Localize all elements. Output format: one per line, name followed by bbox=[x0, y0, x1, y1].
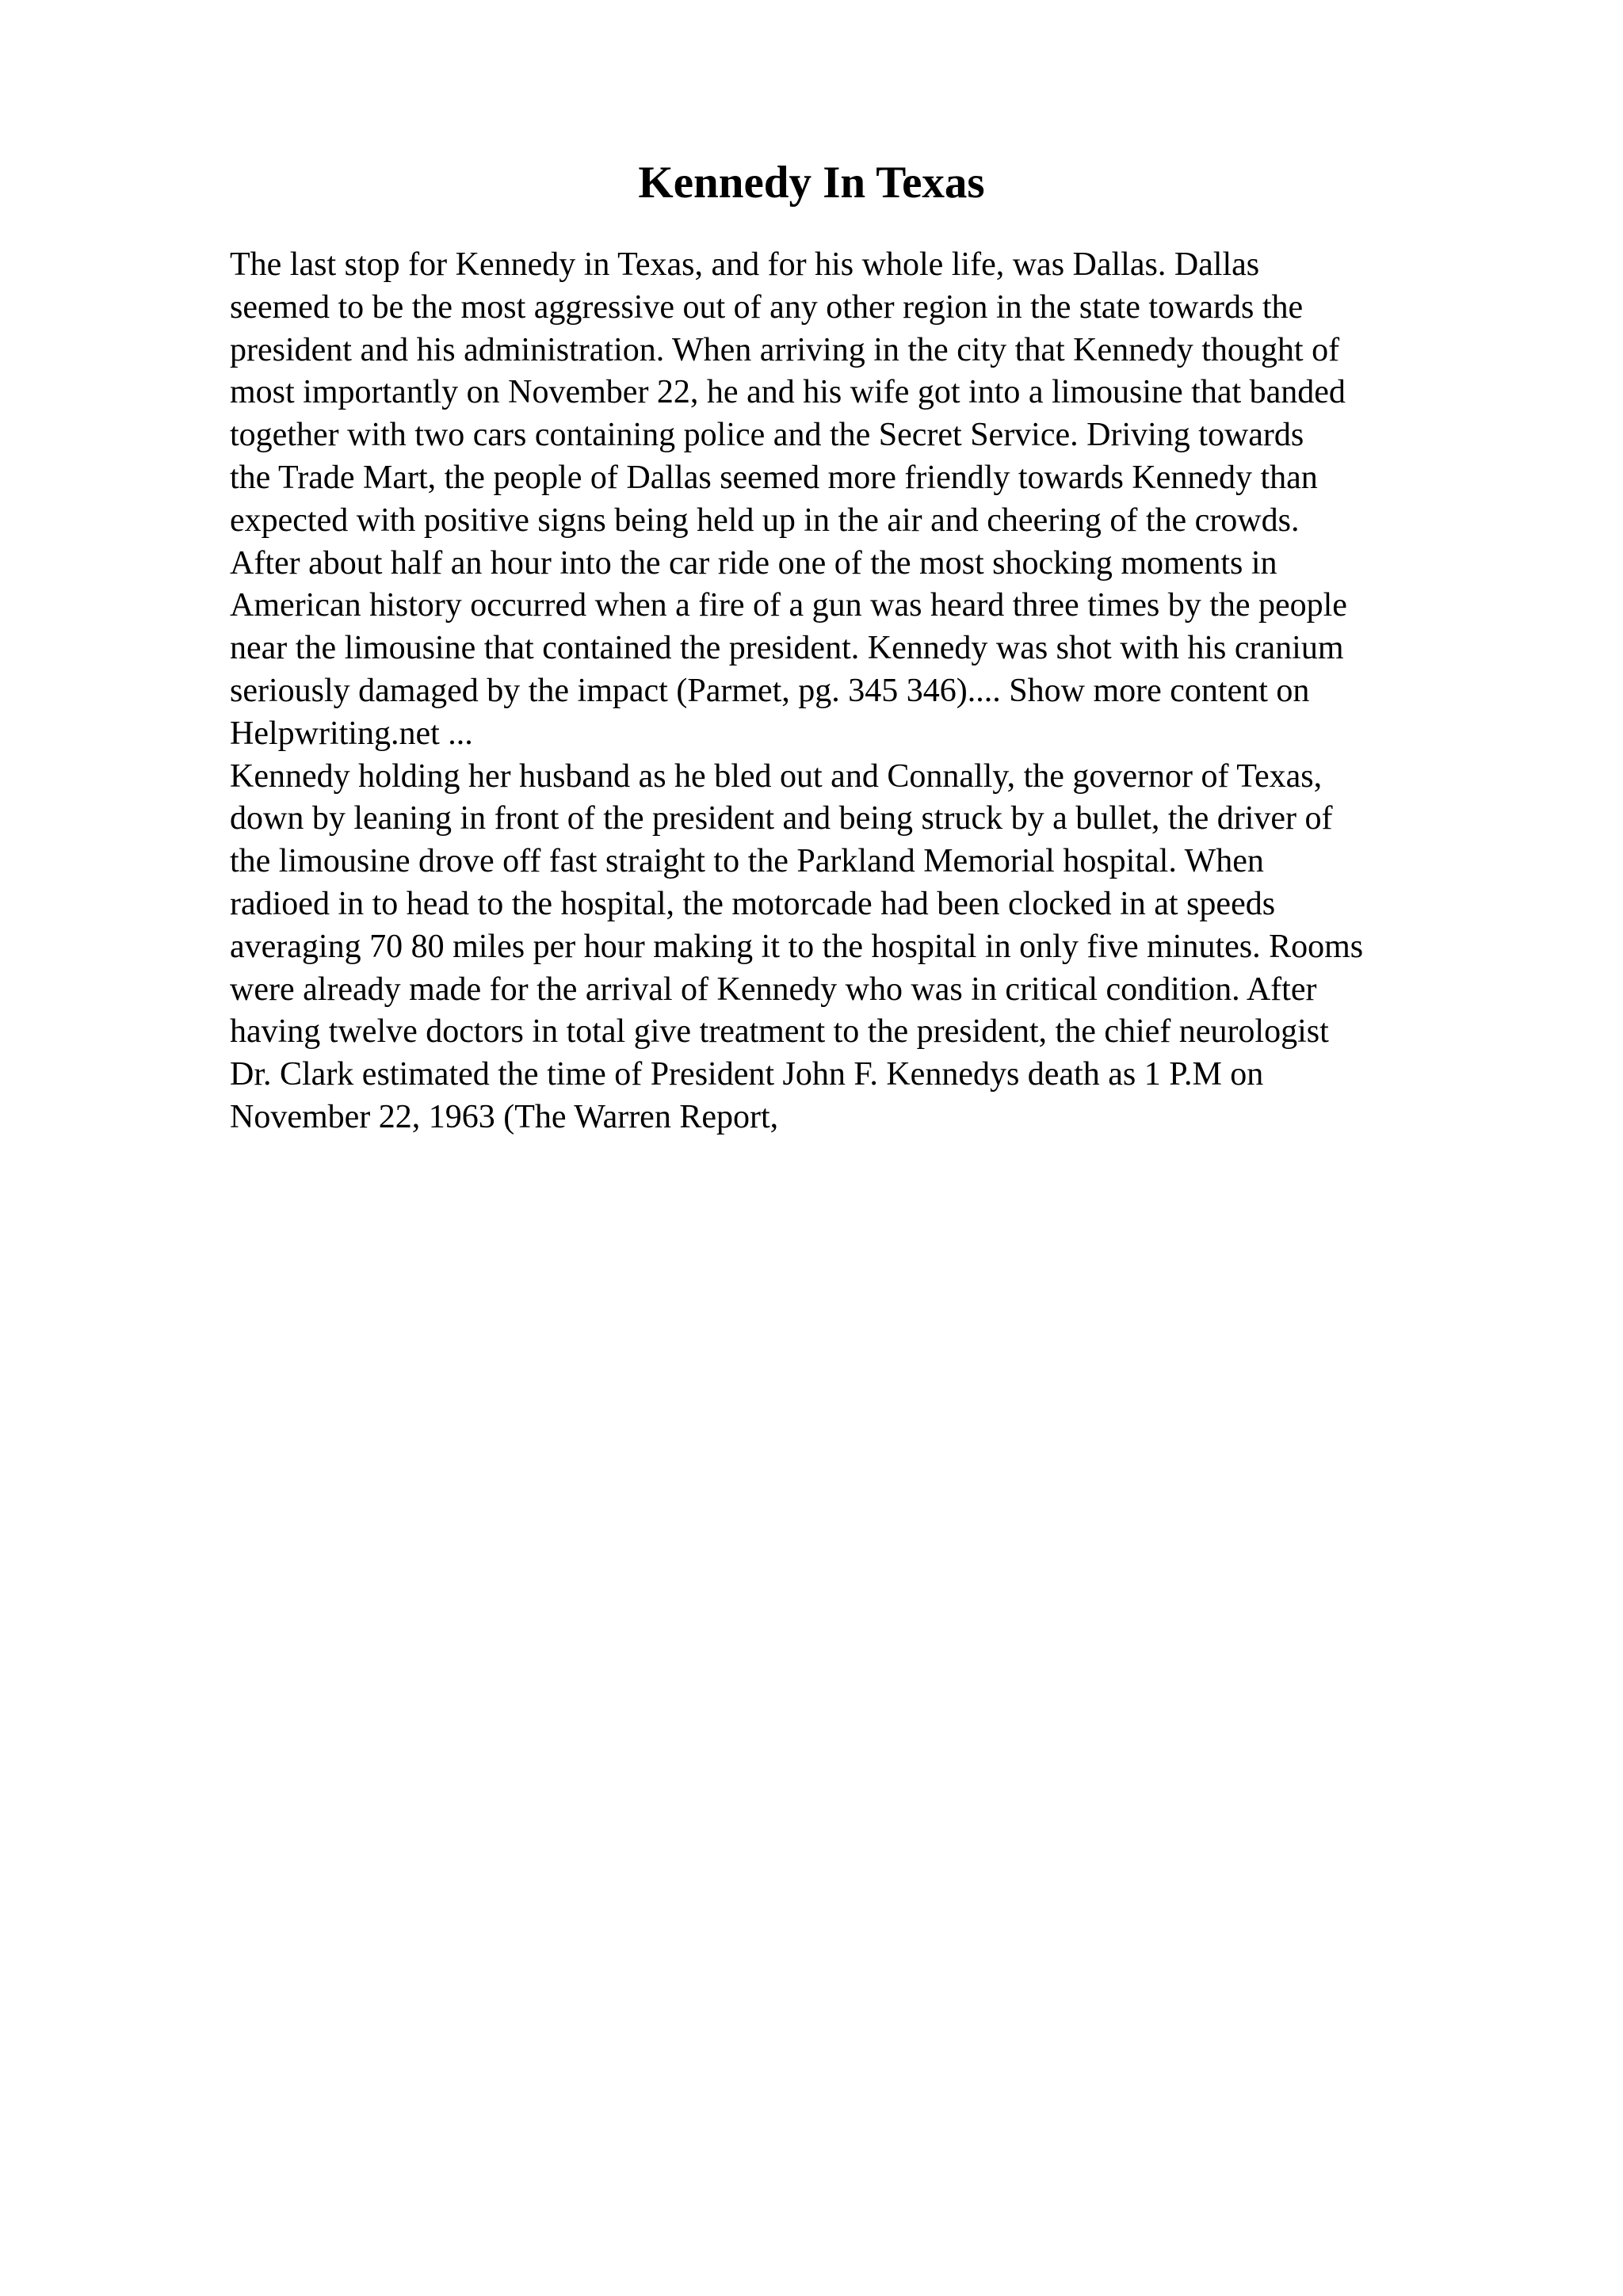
text-line: most importantly on November 22, he and his wife got into a limousine that banded bbox=[230, 374, 1346, 411]
text-line: the limousine drove off fast straight to the Parkland Memorial hospital. When bbox=[230, 843, 1264, 880]
document-title: Kennedy In Texas bbox=[638, 158, 985, 208]
text-line: American history occurred when a fire of a gun was heard three times by the people bbox=[230, 587, 1347, 624]
text-line: together with two cars containing police and the Secret Service. Driving towards bbox=[230, 417, 1304, 454]
text-line: Dr. Clark estimated the time of President John F. Kennedys death as 1 P.M on bbox=[230, 1056, 1264, 1093]
text-line: Helpwriting.net ... bbox=[230, 715, 473, 752]
text-line: down by leaning in front of the president and being struck by a bullet, the driver of bbox=[230, 800, 1333, 837]
text-line: averaging 70 80 miles per hour making it to the hospital in only five minutes. Rooms bbox=[230, 928, 1364, 965]
text-line: The last stop for Kennedy in Texas, and for his whole life, was Dallas. Dallas bbox=[230, 246, 1260, 283]
text-line: president and his administration. When arriving in the city that Kennedy thought of bbox=[230, 331, 1340, 368]
text-line: seemed to be the most aggressive out of any other region in the state towards the bbox=[230, 288, 1304, 326]
text-line: the Trade Mart, the people of Dallas seemed more friendly towards Kennedy than bbox=[230, 459, 1318, 496]
text-line: near the limousine that contained the president. Kennedy was shot with his cranium bbox=[230, 630, 1344, 667]
text-line: expected with positive signs being held up in the air and cheering of the crowds. bbox=[230, 502, 1300, 539]
text-line: were already made for the arrival of Kennedy who was in critical condition. After bbox=[230, 971, 1317, 1008]
body-text bbox=[230, 244, 1498, 1139]
text-line: radioed in to head to the hospital, the motorcade had been clocked in at speeds bbox=[230, 885, 1276, 922]
text-line: having twelve doctors in total give treatment to the president, the chief neurologist bbox=[230, 1013, 1329, 1051]
text-line: seriously damaged by the impact (Parmet, pg. 345 346).... Show more content on bbox=[230, 672, 1310, 709]
text-line: November 22, 1963 (The Warren Report, bbox=[230, 1098, 779, 1135]
text-line: After about half an hour into the car ride one of the most shocking moments in bbox=[230, 544, 1277, 582]
text-line: Kennedy holding her husband as he bled out and Connally, the governor of Texas, bbox=[230, 757, 1323, 795]
